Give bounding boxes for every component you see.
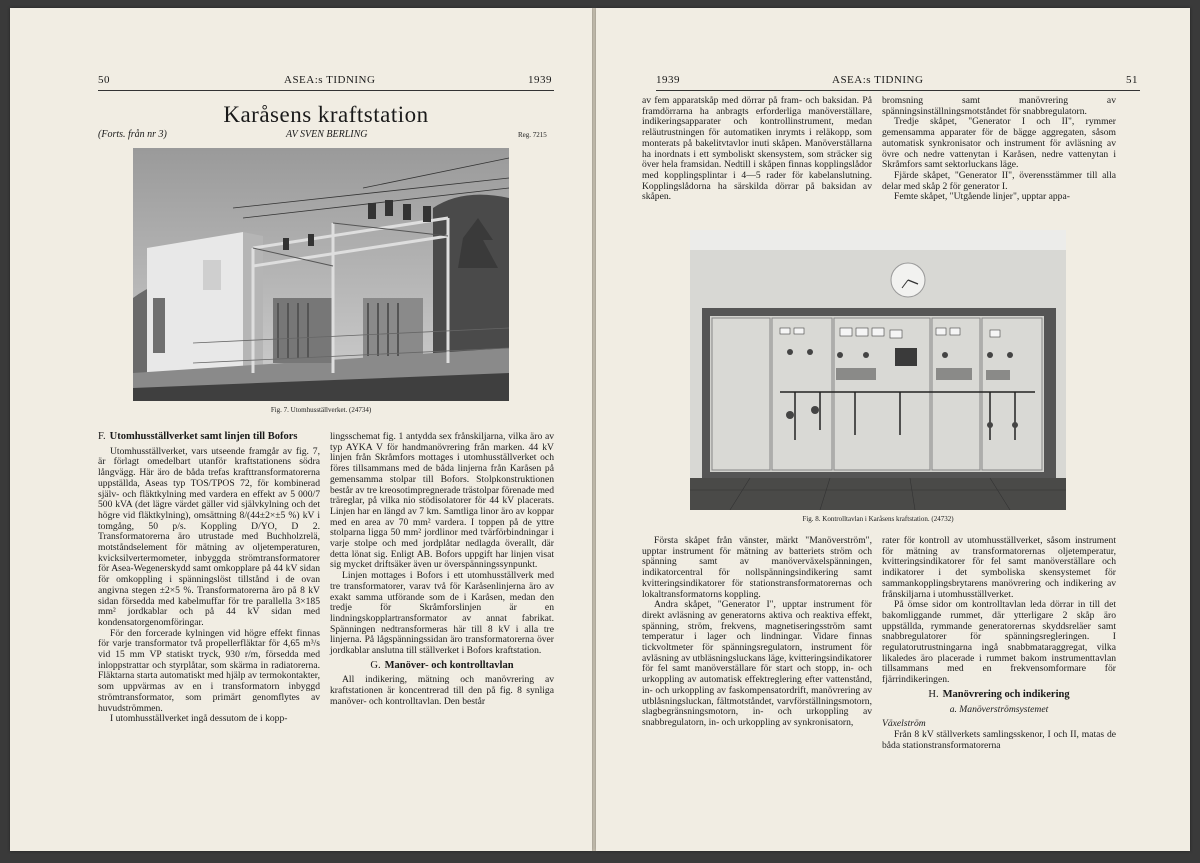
substation-illustration [133,148,509,401]
running-head-left [98,74,554,91]
journal-name-right: ASEA:s TIDNING [832,74,924,86]
paragraph: I utomhusställverket ingå dessutom de i kopp- [110,713,288,725]
left-page [10,8,592,851]
paragraph: För den forcerade kylningen vid högre effekt finnas för varje transformator två propellerfläktar för 4,65 m³/s vid 15 mm VP statiskt tryck, 930 r/m, försedda med inloppstrattar och styrplåtar, som skärma in radiatorerna. Fläktarna starta automatiskt med hjälp av termokontakter, som uppvärmas av en i transformatorn inbyggd strömtransformator, som primärt genomflytes av huvudströmmen. [98,627,320,714]
right-top-column-2 [882,96,1116,203]
figure-7-caption: Fig. 7. Utomhusställverket. (24734) [270,406,372,414]
article-title: Karåsens kraftstation [223,102,429,127]
paragraph: Linjen mottages i Bofors i ett utomhusställverk med tre transformatorer, varav två för Karåsenlinjerna äro av exakt samma utförande som de i Karåsen, medan den tredje för Skråmforslinjen är en lindningskopplartransformator av annat fabrikat. Spänningen nedtransformeras här till 8 kV i alla tre linjerna. På lågspänningssidan äro transformatorerna över jordkablar anslutna till ställverket i Bofors kraftstation. [330,570,554,657]
right-bottom-column-1 [642,536,872,729]
control-panel-illustration [690,230,1066,510]
section-h-heading: H. Manövrering och indikering [928,688,1070,700]
registration-number: Reg. 7215 [518,131,547,139]
left-column-2 [330,432,554,708]
paragraph: rater för kontroll av utomhusställverket, såsom instrument för mätning av transformatorernas oljetemperatur, kvitteringsindikatorer för fel samt manöverställare och indikatorer i det symboliska skensystemet för sammankopplingsbrytarens manövrering och indikering av frånskiljarna i utomhusställverket. [882,535,1116,600]
paragraph: Fjärde skåpet, "Generator II", överensstämmer till alla delar med skåp 2 för generator I. [882,169,1116,192]
paragraph: av fem apparatskåp med dörrar på fram- och baksidan. På framdörrarna ha anbragts erforderliga manöverställare, indikeringsapparater och kontrollinstrument, medan reläutrustningen för automatiken inrymts i reläkopp, som monterats på bakelitvtavlor inuti skåpen. Manöverställarna ha inordnats i ett symboliskt skensystem, som sträcker sig över hela framsidan. Nedtill i skåpen finnas kopplingslådor med kopplingsplintar i 4—5 rader för kabelanslutning. Kopplingslådorna ha särskilda dörrar på baksidan av skåpen. [642,95,872,203]
subsection-title: Växelström [882,718,926,730]
year-left: 1939 [528,74,552,86]
paragraph: Utomhusställverket, vars utseende framgår av fig. 7, är förlagt omedelbart utanför kraftstationens södra långvägg. Här äro de båda trefas krafttransformatorerna uppställda, Aseas typ TOS/TPOS 72, för kombinerad själv- och fläktkylning med vardera en effekt av 5 000/7 500 kVA (det lägre värdet gäller vid självkylning och det högre vid fläktkylning), omsättning 8/(44±2×±5 %) kV i tomgång, 50 p/s. Koppling D/YO, D 2. Transformatorerna äro utrustade med Buchholzrelä, motståndselement för mätning av oljetemperaturen, kvicksilvertermometer, inbyggda strömtransformatorer för Asea-Wegenerskydd samt omkopplare på 44 kV sidan för omkoppling i spänningslöst tillstånd i de ovan angivna stegen ±2×5 %. Transformatorerna äro på 8 kV sidan försedda med kabelmuffar för tre parallella 3×185 mm² jordkablar och på 44 kV sidan med kondensatorgenomföringar. [98,445,320,628]
paragraph: lingsschemat fig. 1 antydda sex frånskiljarna, vilka äro av typ AYKA V för handmanövrering från marken. 44 kV linjen från Skråmfors mottages i utomhusställverket och föres tillsammans med de båda linjerna från Karåsen på gemensamma stolpar till Bofors. Stolpkonstruktionen består av tre kreosotimpregnerade trästolpar förenade med träreglar, på vilka nio stödisolatorer för 44 kV placerats. Linjen har en längd av 7 km. Samtliga linor äro av koppar med en area av 70 mm² vardera. I toppen på de yttre stolparna ligga 50 mm² jordlinor med tvärförbindningar i varje stolpe och med jordplåtar nedlagda överallt, där detta lönat sig. Enligt AB. Bofors uppgift har linjen visat sig mycket driftsäker även ur överspänningssynpunkt. [330,431,554,571]
running-head-right [656,74,1140,91]
right-bottom-column-2 [882,536,1116,751]
continued-note: (Forts. från nr 3) [98,129,167,140]
year-right: 1939 [656,74,680,86]
journal-name-left: ASEA:s TIDNING [284,74,376,86]
paragraph: Femte skåpet, "Utgående linjer", upptar appa- [894,191,1070,203]
paragraph: Första skåpet från vänster, märkt "Manöverström", upptar instrument för mätning av batteriets ström och spänning samt av manöverväxelspänningen, indikatorcentral för nollspänningsindikering samt kvitteringsindikatorer för stationstransformatorernas och lokaltransformatorns koppling. [642,535,872,600]
section-g-heading: G. Manöver- och kontrolltavlan [370,659,514,671]
paragraph: På ömse sidor om kontrolltavlan leda dörrar in till det bakomliggande rummet, där ytterligare 2 skåp äro uppställda, rymmande generatorernas skyddsreläer samt snabbregulatorer för spänningsregleringen. I regulatorutrustningarna ingå snabbmataraggregat, vilka likaledes äro placerade i rummet bakom instrumenttavlan tillsammans med en frekvensomformare för fjärrindikeringen. [882,599,1116,686]
figure-8-photo [690,230,1066,510]
left-column-1 [98,432,320,725]
figure-8-caption: Fig. 8. Kontrolltavlan i Karåsens kraftstation. (24732) [802,515,954,523]
subsection-a-heading: a. Manöverströmsystemet [949,703,1049,715]
section-f-heading: F. Utomhusställverket samt linjen till Bofors [98,431,298,442]
figure-7-photo [133,148,509,401]
right-top-column-1 [642,96,872,203]
page-number-left: 50 [98,74,110,86]
right-page [596,8,1190,851]
paragraph: All indikering, mätning och manövrering av kraftstationen är koncentrerad till den på fig. 8 synliga manöver- och kontrolltavlan. Den består [330,674,554,707]
page-number-right: 51 [1126,74,1138,86]
paragraph: Från 8 kV ställverkets samlingsskenor, I och II, matas de båda stationstransformatorerna [882,728,1116,751]
paragraph: Tredje skåpet, "Generator I och II", rymmer gemensamma apparater för de bägge aggregaten, såsom automatisk synkronisator och instrument för avläsning av övre och nedre vattenytan i Karåsen, nedre vattenytan i Skråmfors samt sektorluckans läge. [882,116,1116,171]
author-byline: AV SVEN BERLING [286,129,368,140]
paragraph: Andra skåpet, "Generator I", upptar instrument för direkt avläsning av generatorns aktiva och reaktiva effekt, spänning, ström, frekvens, magnetiseringsström samt temperatur i lager och lindningar. Vidare finnas tickvoltmeter för spänningsregulatorn, instrument för avläsning av utbläsningsluckans läge, kvitteringsindikatorer för fel samt manöverställare för start och stopp, in- och urkoppling av automatisk effektreglering efter vattenstånd, in- och urkoppling av faskompensatordrift, manövrering av utblåsningsluckan, fältmotståndet, varvförställningsmotorn, slagbegränsningsmotorn, in- och urkoppling av snabbregulatorn, in- och urkoppling av synkronisatorn, [642,599,872,728]
paragraph: bromsning samt manövrering av spänningsinställningsmotståndet för snabbregulatorn. [882,95,1116,117]
